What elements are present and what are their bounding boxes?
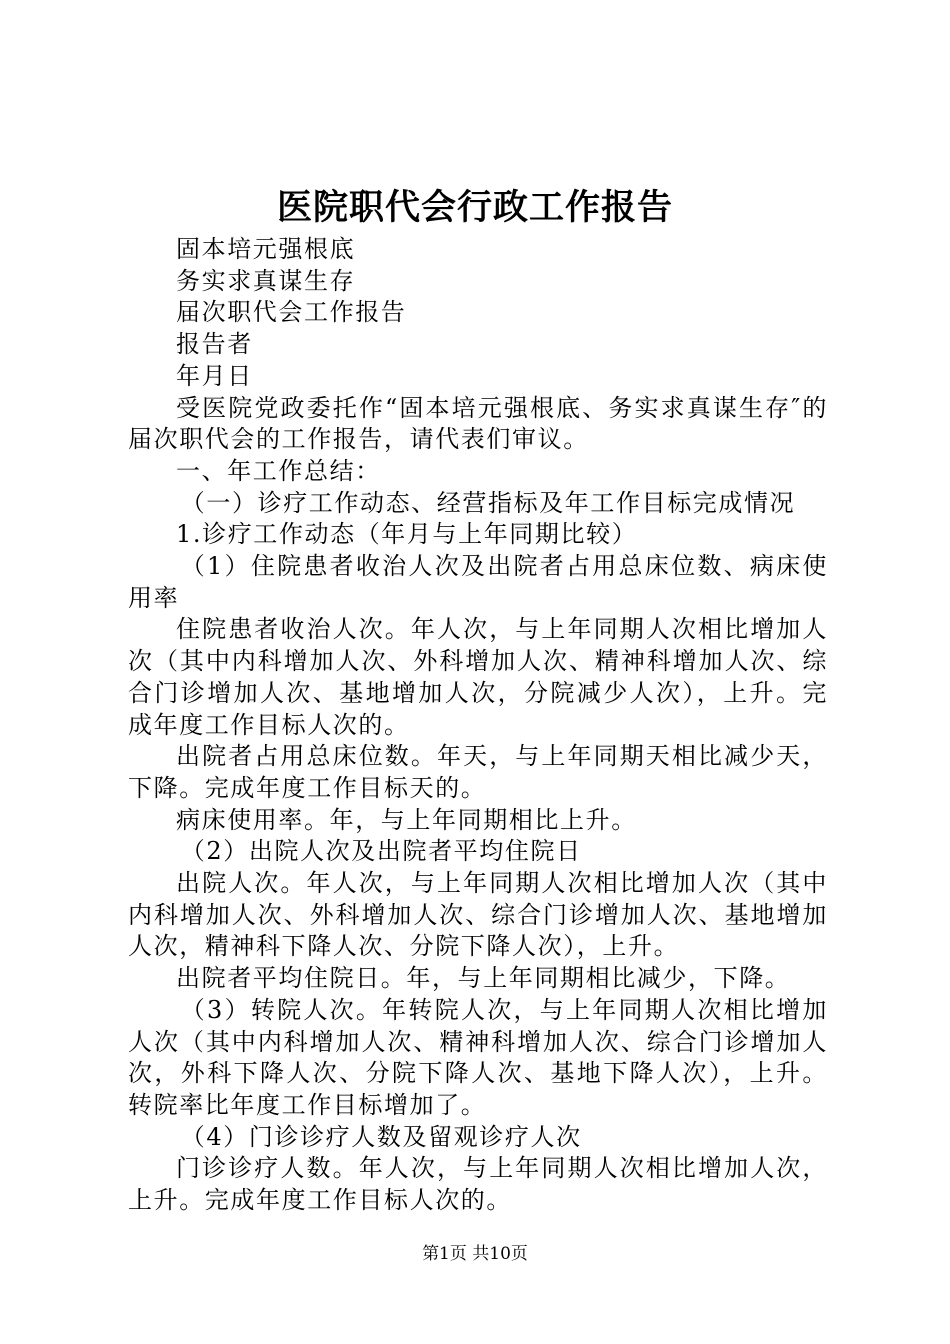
paragraph: 固本培元强根底 [176, 235, 356, 263]
paragraph: 住院患者收治人次。年人次，与上年同期人次相比增加人次（其中内科增加人次、外科增加人次、精神科增加人次、综合门诊增加人次、基地增加人次，分院减少人次），上升。完成年度工作目标人次的。 [128, 615, 828, 739]
paragraph: 届次职代会工作报告 [176, 298, 407, 327]
paragraph: 出院者平均住院日。年，与上年同期相比减少，下降。 [176, 964, 791, 993]
item-heading: （2）出院人次及出院者平均住院日 [180, 837, 582, 866]
paragraph: 出院人次。年人次，与上年同期人次相比增加人次（其中内科增加人次、外科增加人次、综合门诊增加人次、基地增加人次，精神科下降人次、分院下降人次），上升。 [128, 869, 828, 961]
paragraph: 出院者占用总床位数。年天，与上年同期天相比减少天，下降。完成年度工作目标天的。 [128, 742, 828, 802]
item-heading: （1）住院患者收治人次及出院者占用总床位数、病床使用率 [128, 552, 828, 612]
document-title: 医院职代会行政工作报告 [276, 187, 673, 228]
paragraph: 门诊诊疗人数。年人次，与上年同期人次相比增加人次，上升。完成年度工作目标人次的。 [128, 1154, 828, 1215]
paragraph: 病床使用率。年，与上年同期相比上升。 [176, 805, 637, 834]
subsection-heading: 1.诊疗工作动态（年月与上年同期比较） [176, 520, 638, 549]
paragraph: 务实求真谋生存 [176, 266, 356, 295]
paragraph: 报告者 [176, 330, 253, 359]
paragraph: 受医院党政委托作“固本培元强根底、务实求真谋生存″的届次职代会的工作报告，请代表们审议。 [128, 393, 828, 454]
section-heading: 一、年工作总结： [176, 456, 381, 485]
document-body [128, 234, 828, 1217]
paragraph: 年月日 [176, 361, 253, 390]
page-number: 第1页 共10页 [422, 1244, 528, 1264]
item-heading: （3）转院人次。年转院人次，与上年同期人次相比增加人次（其中内科增加人次、精神科增加人次、综合门诊增加人次，外科下降人次、分院下降人次、基地下降人次），上升。转院率比年度工作目标增加了。 [128, 995, 828, 1119]
item-heading: （4）门诊诊疗人数及留观诊疗人次 [180, 1122, 582, 1151]
subsection-heading: （一）诊疗工作动态、经营指标及年工作目标完成情况 [180, 488, 796, 517]
